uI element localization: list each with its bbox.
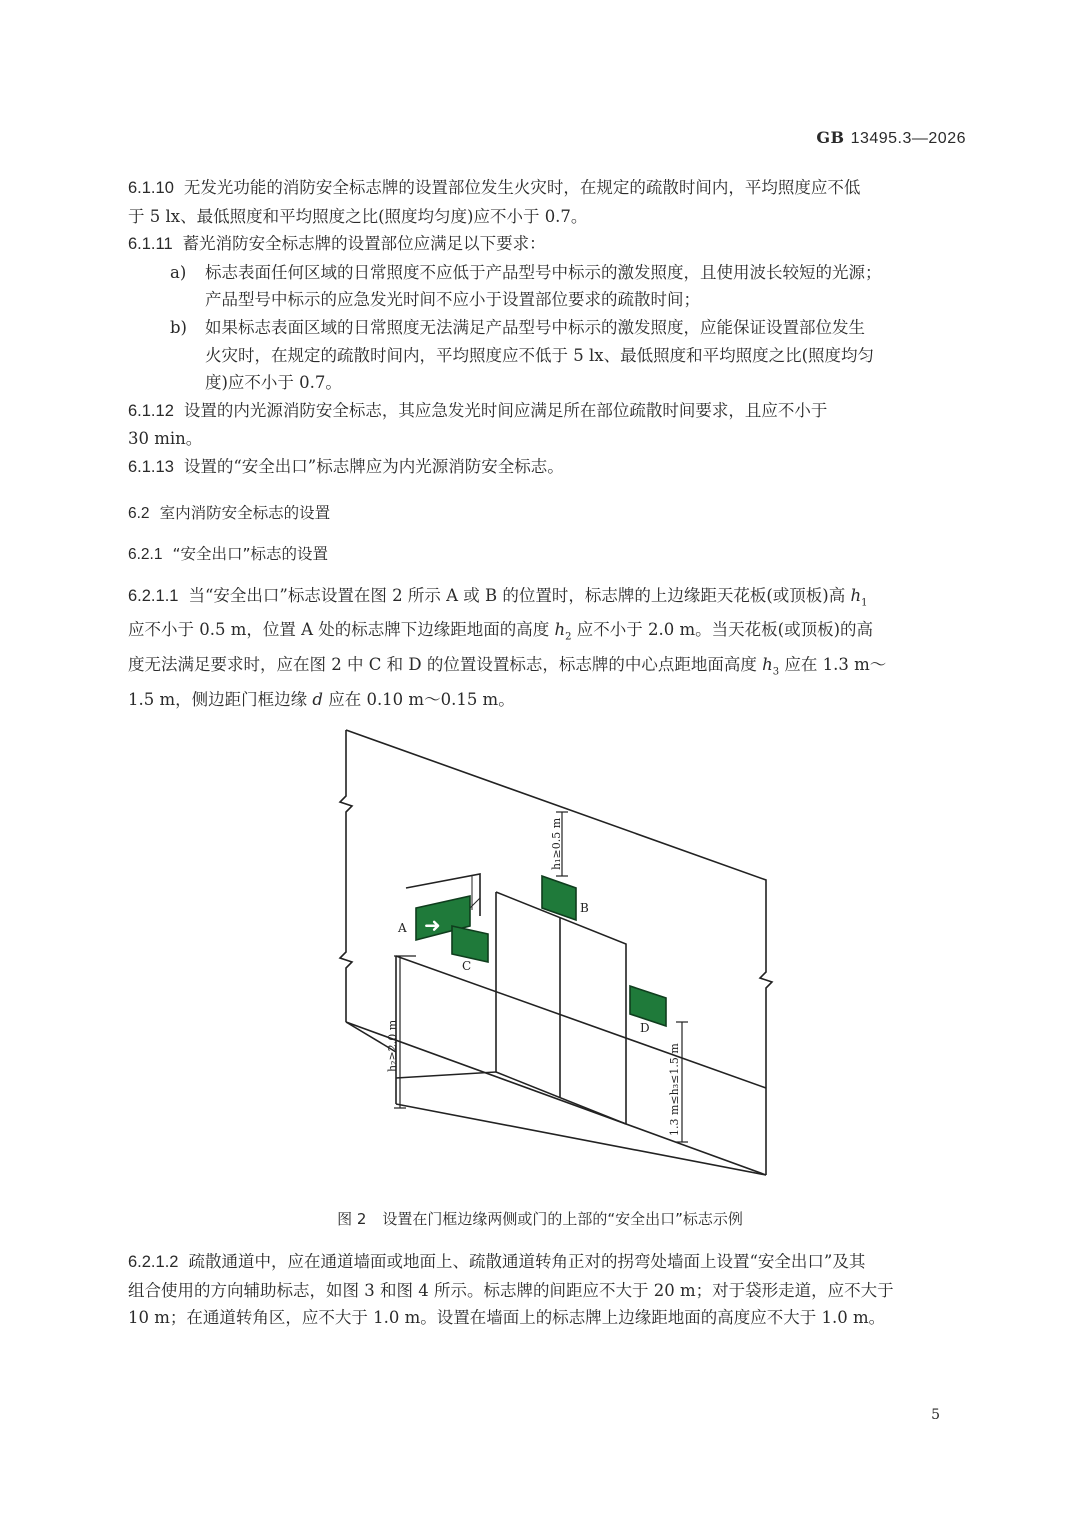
clause-6-1-13 [128, 453, 968, 482]
caption-text: 设置在门框边缘两侧或门的上部的“安全出口”标志示例 [382, 1210, 743, 1228]
clause-6-2-1-2 [128, 1248, 968, 1332]
var-sub: 3 [772, 666, 780, 678]
sign-c-panel [452, 926, 488, 962]
sign-b-panel [542, 876, 576, 920]
var-h3: h [762, 655, 773, 675]
list-text: 如果标志表面区域的日常照度无法满足产品型号中标示的激发照度，应能保证设置部位发生 [205, 317, 865, 337]
clause-number: 6.2.1.2 [128, 1253, 179, 1271]
list-marker: a) [170, 262, 187, 282]
clause-text: 蓄光消防安全标志牌的设置部位应满足以下要求： [182, 234, 546, 254]
standard-number: 13495.3—2026 [850, 130, 966, 147]
clause-6-1-10 [128, 174, 968, 230]
clause-text: 10 m；在通道转角区，应不大于 1.0 m。设置在墙面上的标志牌上边缘距地面的高度应不大于 1.0 m。 [128, 1308, 886, 1328]
page-number: 5 [931, 1407, 940, 1423]
list-text: 火灾时，在规定的疏散时间内，平均照度应不低于 5 lx、最低照度和平均照度之比(照度均匀 [205, 345, 875, 365]
label-c: C [462, 959, 472, 973]
section-title: “安全出口”标志的设置 [172, 544, 329, 563]
figure-caption [0, 1208, 1080, 1229]
clause-text: 1.5 m，侧边距门框边缘 [128, 690, 313, 710]
clause-number: 6.1.13 [128, 457, 174, 476]
section-number: 6.2 [128, 504, 150, 522]
clause-text: 组合使用的方向辅助标志，如图 3 和图 4 所示。标志牌的间距应不大于 20 m；对于袋形走道，应不大于 [128, 1280, 894, 1300]
list-text: 产品型号中标示的应急发光时间不应小于设置部位要求的疏散时间； [205, 290, 700, 310]
section-6-2-1-heading [128, 541, 968, 568]
clause-6-2-1-1 [128, 582, 968, 714]
sign-d-panel [630, 986, 666, 1026]
label-a: A [398, 921, 407, 935]
exit-sign-d [630, 986, 666, 1026]
dim-h2-text: h₂≥2.0 m [386, 1019, 399, 1072]
clause-number: 6.1.12 [128, 401, 174, 420]
standard-code: GB [816, 128, 845, 147]
clause-text: 设置的“安全出口”标志牌应为内光源消防安全标志。 [183, 456, 564, 476]
var-h1: h [850, 585, 862, 605]
clause-number: 6.1.11 [128, 235, 173, 254]
svg-text:➜: ➜ [424, 913, 441, 937]
clause-6-1-12 [128, 397, 968, 453]
section-number: 6.2.1 [128, 545, 163, 563]
clause-text: 应不小于 0.5 m，位置 A 处的标志牌下边缘距地面的高度 [128, 620, 555, 640]
clause-text: 无发光功能的消防安全标志牌的设置部位发生火灾时，在规定的疏散时间内，平均照度应不低 [183, 178, 861, 197]
var-sub: 2 [565, 631, 572, 643]
clause-text: 30 min。 [128, 429, 203, 449]
clause-number: 6.1.10 [128, 179, 174, 197]
list-marker: b) [170, 317, 187, 337]
dim-h1-text: h₁≥0.5 m [550, 817, 563, 870]
clause-text: 应在 0.10 m～0.15 m。 [322, 690, 515, 710]
var-d: d [312, 690, 323, 710]
list-text: 度)应不小于 0.7。 [205, 373, 342, 393]
var-sub: 1 [861, 596, 868, 608]
label-b: B [580, 901, 589, 915]
figure-2-diagram [320, 720, 780, 1190]
clause-text: 度无法满足要求时，应在图 2 中 C 和 D 的位置设置标志，标志牌的中心点距地面高度 [128, 655, 763, 675]
var-h2: h [554, 620, 566, 640]
main-text [128, 174, 968, 714]
exit-sign-c [452, 926, 488, 962]
caption-number: 图 2 [337, 1210, 367, 1228]
clause-6-1-11 [128, 230, 968, 259]
dim-h3-text: 1.3 m≤h₃≤1.5 m [668, 1043, 681, 1136]
exit-sign-b [542, 876, 576, 920]
list-text: 标志表面任何区域的日常照度不应低于产品型号中标示的激发照度，且使用波长较短的光源； [205, 262, 882, 282]
list-item-b [128, 314, 968, 397]
clause-text: 当“安全出口”标志设置在图 2 所示 A 或 B 的位置时，标志牌的上边缘距天花板(或顶板)高 [188, 585, 851, 605]
label-d: D [640, 1021, 650, 1035]
clause-text: 设置的内光源消防安全标志，其应急发光时间应满足所在部位疏散时间要求，且应不小于 [183, 400, 828, 420]
clause-number: 6.2.1.1 [128, 586, 179, 605]
main-text-continued [128, 1248, 968, 1332]
clause-text: 于 5 lx、最低照度和平均照度之比(照度均匀度)应不小于 0.7。 [128, 206, 588, 226]
document-header [816, 128, 966, 148]
list-item-a [128, 259, 968, 314]
clause-text: 应在 1.3 m～ [779, 655, 887, 675]
section-title: 室内消防安全标志的设置 [159, 503, 331, 522]
clause-text: 疏散通道中，应在通道墙面或地面上、疏散通道转角正对的拐弯处墙面上设置“安全出口”及其 [188, 1252, 866, 1271]
section-6-2-heading [128, 500, 968, 527]
clause-text: 应不小于 2.0 m。当天花板(或顶板)的高 [571, 620, 874, 640]
